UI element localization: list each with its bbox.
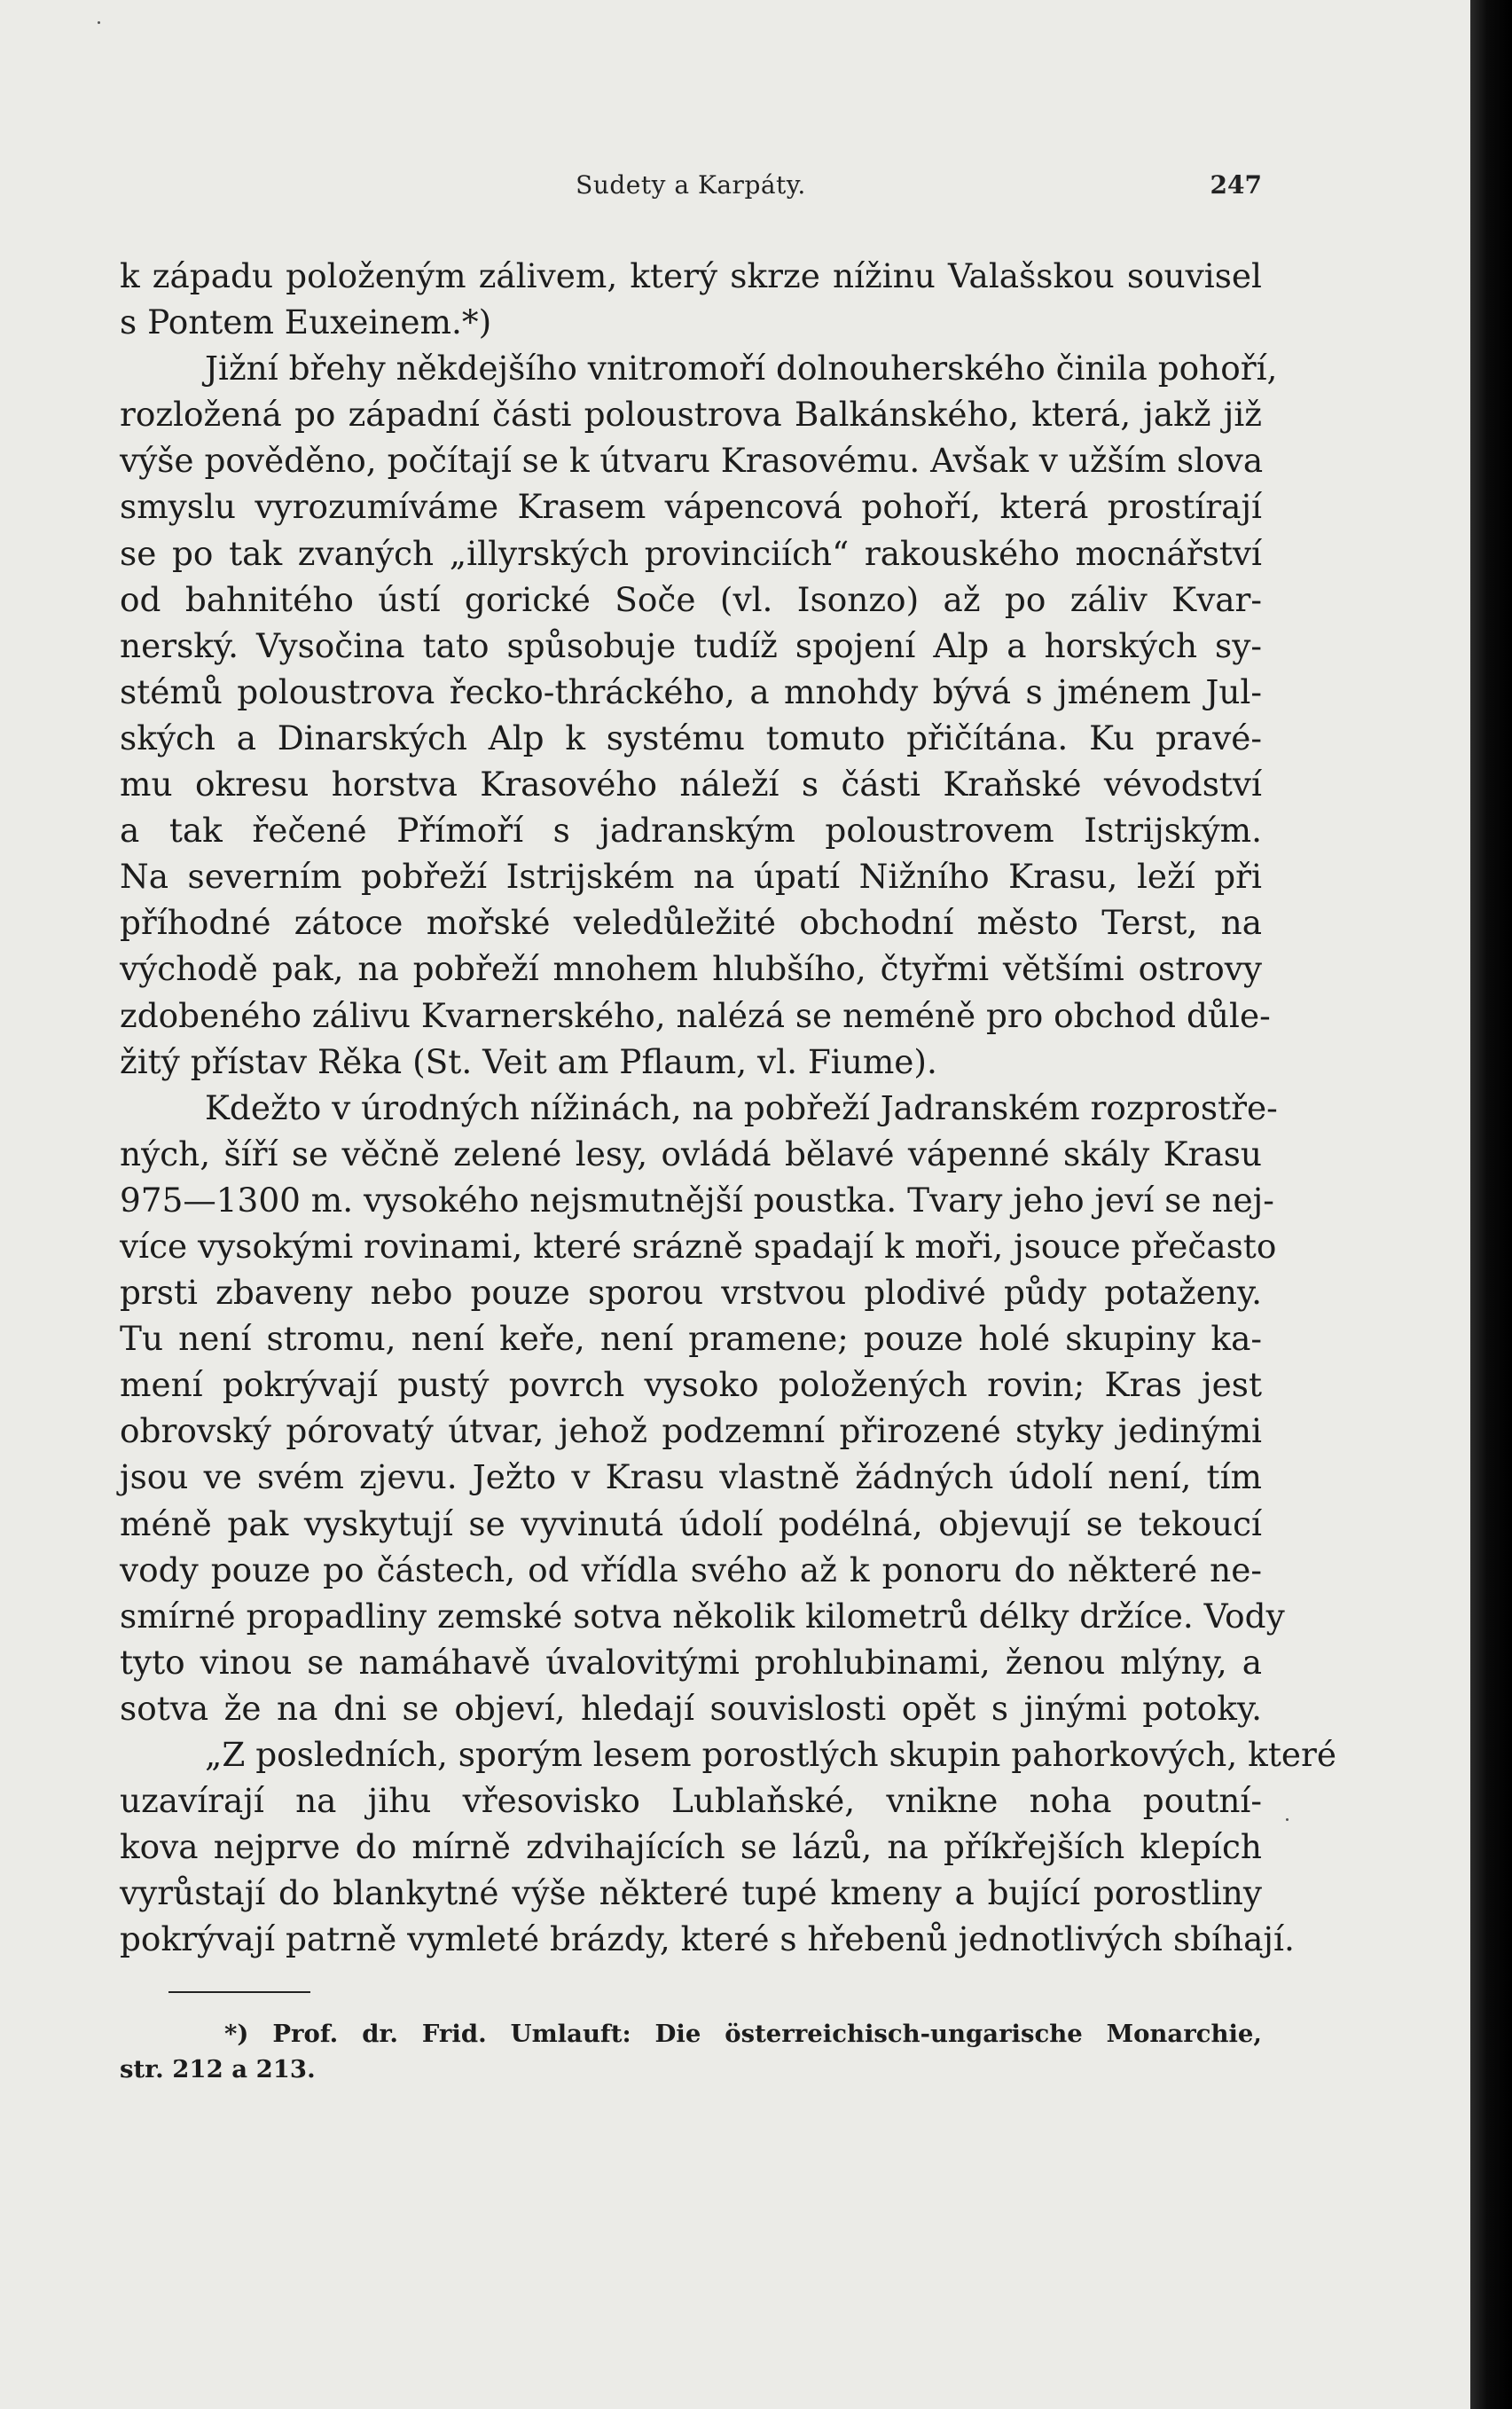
footnote bbox=[120, 2016, 1262, 2087]
text-line: mu okresu horstva Krasového náleží s části Kraňské vévodství bbox=[120, 765, 1262, 804]
text-line: příhodné zátoce mořské veledůležité obchodní město Terst, na bbox=[120, 903, 1262, 943]
text-line: jsou ve svém zjevu. Ježto v Krasu vlastně žádných údolí není, tím bbox=[120, 1457, 1262, 1497]
text-line: kova nejprve do mírně zdvihajících se lázů, na příkřejších klepích bbox=[120, 1827, 1262, 1867]
text-line: prsti zbaveny nebo pouze sporou vrstvou plodivé půdy potaženy. bbox=[120, 1273, 1262, 1313]
text-line: sotva že na dni se objeví, hledají souvislosti opět s jinými potoky. bbox=[120, 1688, 1262, 1728]
text-line: smírné propadliny zemské sotva několik kilometrů délky držíce. Vody bbox=[120, 1596, 1285, 1636]
text-line: se po tak zvaných „illyrských provinciích“ rakouského mocnářství bbox=[120, 533, 1262, 573]
running-head-title: Sudety a Karpáty. bbox=[576, 170, 806, 200]
text-line: pokrývají patrně vymleté brázdy, které s hřebenů jednotlivých sbíhají. bbox=[120, 1919, 1295, 1959]
text-line: Jižní břehy někdejšího vnitromoří dolnouherského činila pohoří, bbox=[205, 349, 1278, 388]
text-line: ských a Dinarských Alp k systému tomuto přičítána. Ku pravé- bbox=[120, 718, 1262, 757]
text-line: smyslu vyrozumíváme Krasem vápencová pohoří, která prostírají bbox=[120, 487, 1262, 527]
text-line: 975—1300 m. vysokého nejsmutnější poustka. Tvary jeho jeví se nej- bbox=[120, 1180, 1274, 1220]
text-line: méně pak vyskytují se vyvinutá údolí podélná, objevují se tekoucí bbox=[120, 1503, 1262, 1543]
text-line: žitý přístav Rěka (St. Veit am Pflaum, vl. Fiume). bbox=[120, 1041, 937, 1081]
scan-speck bbox=[98, 21, 100, 24]
scan-edge bbox=[1470, 0, 1512, 2409]
text-line: stémů poloustrova řecko-thráckého, a mnohdy bývá s jménem Jul- bbox=[120, 671, 1262, 711]
text-line: vody pouze po částech, od vřídla svého až k ponoru do některé ne- bbox=[120, 1550, 1262, 1589]
text-line: zdobeného zálivu Kvarnerského, nalézá se neméně pro obchod důle- bbox=[120, 995, 1271, 1035]
text-line: rozložená po západní části poloustrova Balkánského, která, jakž již bbox=[120, 395, 1262, 435]
text-line: mení pokrývají pustý povrch vysoko položených rovin; Kras jest bbox=[120, 1365, 1262, 1405]
text-line: s Pontem Euxeinem.*) bbox=[120, 302, 492, 342]
page-number: 247 bbox=[1210, 170, 1262, 200]
text-line: Na severním pobřeží Istrijském na úpatí Nižního Krasu, leží při bbox=[120, 857, 1262, 897]
footnote-line: *) Prof. dr. Frid. Umlauft: Die österreichisch-ungarische Monarchie, bbox=[224, 2020, 1262, 2048]
text-line: východě pak, na pobřeží mnohem hlubšího, čtyřmi většími ostrovy bbox=[120, 949, 1262, 989]
text-line: „Z posledních, sporým lesem porostlých skupin pahorkových, které bbox=[205, 1735, 1336, 1774]
text-line: tyto vinou se namáhavě úvalovitými prohlubinami, ženou mlýny, a bbox=[120, 1642, 1262, 1682]
text-line: více vysokými rovinami, které srázně spadají k moři, jsouce přečasto bbox=[120, 1226, 1277, 1266]
text-line: od bahnitého ústí gorické Soče (vl. Isonzo) až po záliv Kvar- bbox=[120, 579, 1262, 619]
footnote-line: str. 212 a 213. bbox=[120, 2055, 316, 2083]
text-line: Kdežto v úrodných nížinách, na pobřeží Jadranském rozprostře- bbox=[205, 1087, 1278, 1127]
running-head bbox=[120, 170, 1262, 206]
footnote-rule bbox=[168, 1991, 310, 1993]
text-line: uzavírají na jihu vřesovisko Lublaňské, vnikne noha poutní- bbox=[120, 1781, 1262, 1821]
text-line: Tu není stromu, není keře, není pramene; pouze holé skupiny ka- bbox=[120, 1319, 1262, 1359]
text-line: a tak řečené Přímoří s jadranským poloustrovem Istrijským. bbox=[120, 811, 1262, 851]
scan-speck bbox=[1286, 1818, 1289, 1821]
text-line: k západu položeným zálivem, který skrze nížinu Valašskou souvisel bbox=[120, 256, 1262, 295]
text-line: výše pověděno, počítají se k útvaru Krasovému. Avšak v užším slova bbox=[120, 441, 1264, 481]
text-line: vyrůstají do blankytné výše některé tupé kmeny a bující porostliny bbox=[120, 1873, 1262, 1913]
body-text bbox=[120, 253, 1336, 1962]
text-line: ných, šíří se věčně zelené lesy, ovládá bělavé vápenné skály Krasu bbox=[120, 1134, 1262, 1173]
text-line: nerský. Vysočina tato spůsobuje tudíž spojení Alp a horských sy- bbox=[120, 625, 1262, 665]
text-line: obrovský pórovatý útvar, jehož podzemní přirozené styky jedinými bbox=[120, 1411, 1262, 1451]
